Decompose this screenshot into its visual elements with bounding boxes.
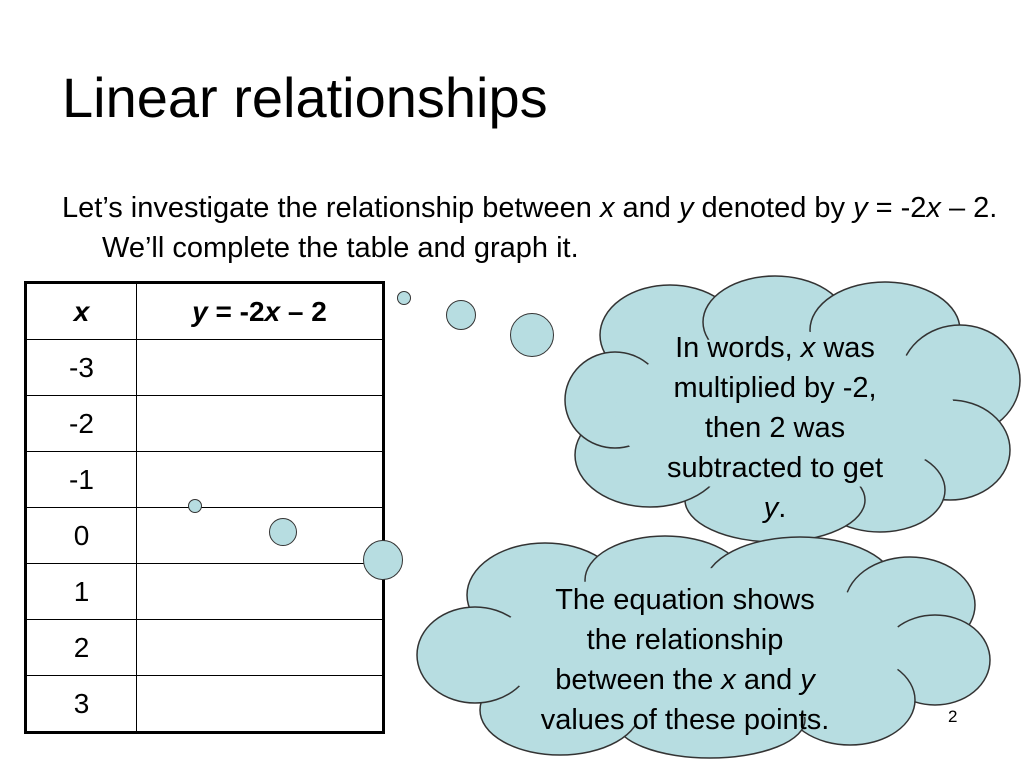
x-cell: 3: [26, 676, 137, 733]
callout-top-line-1: [630, 328, 920, 368]
callout-bottom-line-3: [500, 660, 870, 700]
intro-eq-end: – 2. We’ll complete the table and graph it.: [102, 192, 998, 264]
callout-top-text: [630, 328, 920, 528]
callout-top-line-5b: .: [778, 492, 787, 524]
x-cell: -3: [26, 340, 137, 396]
x-cell: 1: [26, 564, 137, 620]
intro-eq-y: y: [853, 192, 868, 224]
slide-title: Linear relationships: [62, 66, 548, 129]
x-cell: 0: [26, 508, 137, 564]
callout-top-line-1b: was: [815, 332, 875, 364]
callout-bottom-var-x: x: [721, 664, 736, 696]
callout-top-var-y: y: [763, 492, 779, 524]
callout-bottom-line-3a: between the: [555, 664, 722, 696]
intro-eq-mid: = -2: [867, 192, 927, 224]
callout-top-line-2: multiplied by -2,: [673, 372, 877, 404]
intro-var-x: x: [599, 192, 615, 224]
callout-bottom-var-y: y: [800, 664, 815, 696]
intro-text-3: denoted by: [693, 192, 854, 224]
page-number: 2: [948, 707, 958, 726]
callout-bottom-line-2: the relationship: [586, 624, 784, 656]
x-cell: 2: [26, 620, 137, 676]
callout-top-var-x: x: [800, 332, 816, 364]
header-y-var: y: [192, 295, 208, 327]
callout-top-line-4: subtracted to get: [666, 452, 884, 484]
callout-top-line-3: then 2 was: [704, 412, 846, 444]
callout-bottom-text: [500, 580, 870, 740]
callout-bottom-line-4: values of these points.: [540, 704, 830, 736]
callout-top-line-5: [630, 488, 920, 528]
header-x-label: x: [73, 295, 90, 327]
callout-bottom-line-1: The equation shows: [555, 584, 815, 616]
intro-text-2: and: [614, 192, 679, 224]
intro-eq-x: x: [926, 192, 941, 224]
intro-text-1: Let’s investigate the relationship between: [62, 192, 600, 224]
header-y-mid: = -2: [207, 295, 265, 327]
intro-var-y: y: [678, 192, 694, 224]
header-y-x: x: [264, 295, 281, 327]
header-y-end: – 2: [280, 295, 327, 327]
x-cell: -1: [26, 452, 137, 508]
x-cell: -2: [26, 396, 137, 452]
callout-top-line-1a: In words,: [675, 332, 801, 364]
callout-bottom-line-3b: and: [735, 664, 801, 696]
